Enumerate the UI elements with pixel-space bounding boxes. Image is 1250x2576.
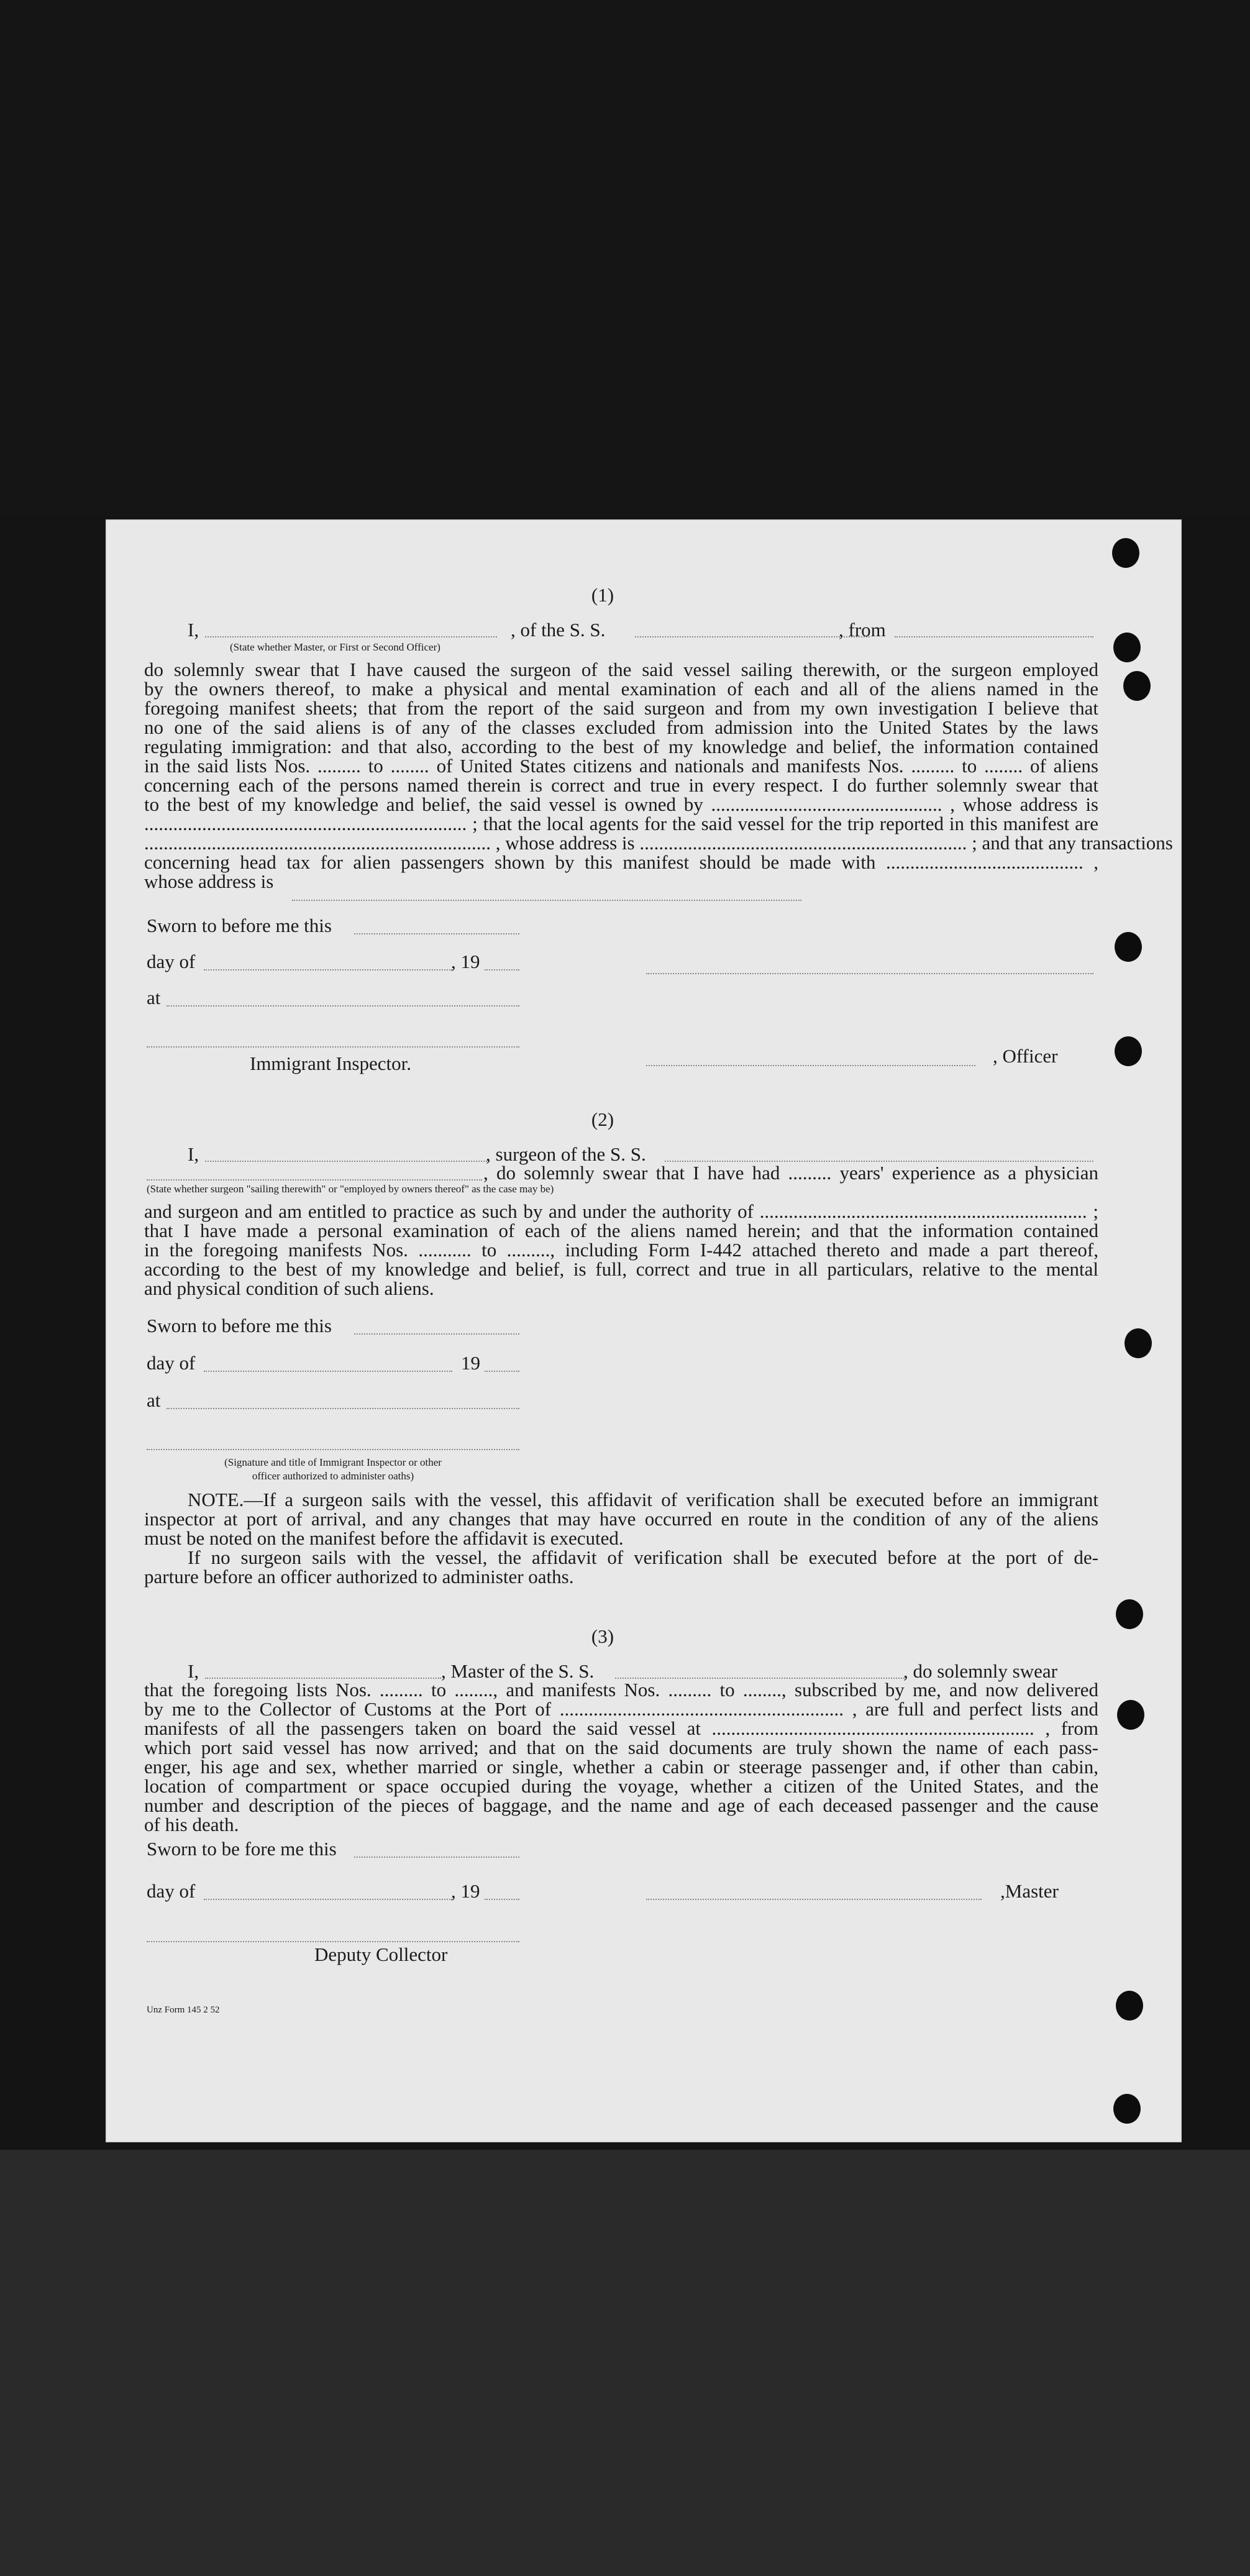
paragraph-line: which port said vessel has now arrived; and that on the said documents are truly shown the name of each pass-	[144, 1737, 1098, 1758]
section-3-paragraph	[144, 1679, 1098, 1836]
opening-i: I,	[188, 1660, 199, 1682]
paragraph-line: whose address is	[144, 870, 274, 892]
surgeon-type-field[interactable]	[147, 1179, 482, 1181]
paragraph-line: of his death.	[144, 1814, 239, 1835]
sworn-label: Sworn to before me this	[147, 915, 332, 936]
paragraph-line: foregoing manifest sheets; that from the report of the said surgeon and from my own investigation I believe that	[144, 697, 1098, 719]
punch-hole-icon	[1115, 1036, 1142, 1066]
collector-signature-line[interactable]	[147, 1941, 519, 1942]
punch-hole-icon	[1123, 671, 1151, 701]
note-line: NOTE.—If a surgeon sails with the vessel, this affidavit of verification shall be executed before an immigrant	[188, 1489, 1098, 1510]
paragraph-line: ................................................................... ; that the local agents for the said vessel for the trip reported in this manifest are	[144, 813, 1098, 834]
day-of-label: day of	[147, 951, 196, 972]
note-line: must be noted on the manifest before the affidavit is executed.	[144, 1527, 624, 1549]
punch-hole-icon	[1117, 1700, 1144, 1730]
day-of-label: day of	[147, 1352, 196, 1374]
day-of-field[interactable]	[204, 969, 452, 971]
paragraph-line: according to the best of my knowledge and belief, is full, correct and true in all particulars, relative to the mental	[144, 1258, 1098, 1280]
opening-i: I,	[188, 619, 199, 641]
scan-background-top	[0, 0, 1250, 516]
manifest-form-page	[106, 519, 1182, 2142]
paragraph-line: concerning head tax for alien passengers shown by this manifest should be made with ......................................... ,	[144, 851, 1098, 873]
paragraph-line: and surgeon and am entitled to practice as such by and under the authority of .................................................................... ;	[144, 1200, 1098, 1222]
section-1-number: (1)	[591, 584, 614, 606]
paragraph-line: location of compartment or space occupied during the voyage, whether a citizen of the United States, and the	[144, 1775, 1098, 1797]
paragraph-line: to the best of my knowledge and belief, the said vessel is owned by ................................................ , whose address is	[144, 793, 1098, 815]
punch-hole-icon	[1125, 1328, 1152, 1358]
paragraph-line: by the owners thereof, to make a physical and mental examination of each and all of the aliens named in the	[144, 678, 1098, 700]
vessel-name-field[interactable]	[635, 636, 870, 637]
form-id: Unz Form 145 2 52	[147, 2005, 220, 2015]
from-port-field[interactable]	[895, 636, 1093, 637]
year-field[interactable]	[485, 1899, 519, 1900]
from-label: , from	[839, 619, 886, 641]
officer-note: (State whether Master, or First or Second Officer)	[230, 641, 440, 653]
head-tax-address-field[interactable]	[292, 900, 801, 901]
opening-i: I,	[188, 1143, 199, 1165]
note-paragraph	[144, 1489, 1098, 1588]
officer-signature-line-1[interactable]	[646, 973, 1093, 974]
punch-hole-icon	[1116, 1991, 1143, 2021]
paragraph-line: manifests of all the passengers taken on board the said vessel at ................................................................... , from	[144, 1717, 1098, 1739]
sworn-label: Sworn to be fore me this	[147, 1838, 337, 1860]
at-label: at	[147, 1389, 161, 1411]
paragraph-line: ........................................................................ , whose address is .................................................................... ; and that any transactions	[144, 832, 1173, 854]
scan-background-bottom	[0, 2150, 1250, 2576]
paragraph-line: that I have made a personal examination of each of the aliens named herein; and that the information contained	[144, 1220, 1098, 1241]
paragraph-line: number and description of the pieces of baggage, and the name and age of each deceased passenger and the cause	[144, 1794, 1098, 1816]
sworn-label: Sworn to before me this	[147, 1315, 332, 1336]
paragraph-line: concerning each of the persons named therein is correct and true in every respect. I do further solemnly swear that	[144, 774, 1098, 796]
punch-hole-icon	[1113, 2094, 1141, 2124]
year-prefix: 19	[461, 1352, 480, 1374]
punch-hole-icon	[1113, 633, 1141, 662]
deputy-collector-label: Deputy Collector	[314, 1943, 448, 1965]
day-of-field[interactable]	[204, 1899, 452, 1900]
surgeon-name-field[interactable]	[205, 1161, 490, 1162]
officer-label: , Officer	[993, 1045, 1058, 1067]
signature-note: officer authorized to administer oaths)	[252, 1470, 414, 1482]
punch-hole-icon	[1115, 932, 1142, 962]
paragraph-line: regulating immigration: and that also, according to the best of my knowledge and belief, the information contained	[144, 736, 1098, 757]
sworn-date-field[interactable]	[354, 933, 519, 934]
note-line: parture before an officer authorized to administer oaths.	[144, 1566, 574, 1587]
at-label: at	[147, 987, 161, 1008]
inspector-signature-line[interactable]	[147, 1046, 519, 1048]
year-field[interactable]	[485, 1371, 519, 1372]
section-2-paragraph	[144, 1200, 1098, 1300]
of-the-ss-label: , of the S. S.	[511, 619, 606, 641]
inspector-signature-line[interactable]	[147, 1449, 519, 1450]
sworn-date-field[interactable]	[354, 1857, 519, 1858]
year-prefix: , 19	[451, 1880, 480, 1902]
immigrant-inspector-label: Immigrant Inspector.	[250, 1053, 411, 1074]
surgeon-of-label: , surgeon of the S. S.	[486, 1143, 646, 1165]
note-line: inspector at port of arrival, and any changes that may have occurred en route in the condition of any of the aliens	[144, 1508, 1098, 1530]
paragraph-line: that the foregoing lists Nos. ......... to ........, and manifests Nos. ......... to ........, subscribed by me, and now delivered	[144, 1679, 1098, 1701]
paragraph-line: enger, his age and sex, whether married or single, whether a cabin or steerage passenger and, if other than cabin,	[144, 1756, 1098, 1778]
day-of-label: day of	[147, 1880, 196, 1902]
paragraph-line: no one of the said aliens is of any of the classes excluded from admission into the United States by the laws	[144, 716, 1098, 738]
paragraph-line: in the said lists Nos. ......... to ........ of United States citizens and nationals and manifests Nos. ......... to ........ of aliens	[144, 755, 1098, 777]
master-label: ,Master	[1000, 1880, 1059, 1902]
note-line: If no surgeon sails with the vessel, the affidavit of verification shall be executed before at the port of de-	[188, 1546, 1098, 1568]
do-swear-label: , do solemnly swear	[903, 1660, 1057, 1682]
section-2-number: (2)	[591, 1108, 614, 1130]
paragraph-line: by me to the Collector of Customs at the Port of ........................................................... , are full and perfect lists and	[144, 1698, 1098, 1720]
master-of-label: , Master of the S. S.	[441, 1660, 595, 1682]
year-field[interactable]	[485, 969, 519, 971]
at-place-field[interactable]	[167, 1408, 519, 1409]
paragraph-line: do solemnly swear that I have caused the surgeon of the said vessel sailing therewith, or the surgeon employed	[144, 659, 1098, 680]
day-of-field[interactable]	[204, 1371, 452, 1372]
signature-note: (Signature and title of Immigrant Inspector or other	[224, 1456, 442, 1468]
punch-hole-icon	[1112, 538, 1139, 568]
section-1-paragraph	[144, 659, 1173, 893]
swear-line: , do solemnly swear that I have had ......... years' experience as a physician	[483, 1162, 1098, 1184]
master-signature-line[interactable]	[646, 1899, 982, 1900]
year-prefix: , 19	[451, 951, 480, 972]
punch-hole-icon	[1116, 1599, 1143, 1629]
sworn-date-field[interactable]	[354, 1333, 519, 1335]
section-3-number: (3)	[591, 1625, 614, 1647]
at-place-field[interactable]	[167, 1005, 519, 1007]
paragraph-line: in the foregoing manifests Nos. ........... to ........., including Form I-442 attached thereto and made a part thereof,	[144, 1239, 1098, 1261]
surgeon-note: (State whether surgeon "sailing therewith" or "employed by owners thereof" as the case may be)	[147, 1183, 554, 1195]
paragraph-line: and physical condition of such aliens.	[144, 1277, 434, 1299]
officer-name-field[interactable]	[205, 636, 497, 637]
officer-signature-line-2[interactable]	[646, 1065, 975, 1066]
